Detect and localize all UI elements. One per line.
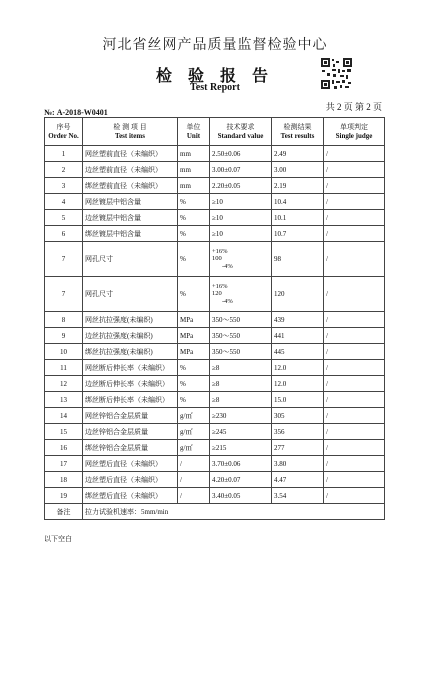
cell-unit: MPa [178, 312, 210, 328]
cell-standard: ≥10 [210, 194, 272, 210]
cell-unit: % [178, 194, 210, 210]
table-row [45, 162, 385, 178]
cell-order-no: 11 [45, 360, 83, 376]
cell-judge: / [324, 408, 385, 424]
cell-order-no: 15 [45, 424, 83, 440]
col-header-single-judge: 单项判定 Single judge [324, 118, 385, 146]
cell-order-no: 16 [45, 440, 83, 456]
cell-order-no: 4 [45, 194, 83, 210]
cell-judge: / [324, 178, 385, 194]
qr-code-icon [320, 57, 353, 90]
cell-result: 12.0 [272, 360, 324, 376]
cell-test-item: 边丝镀层中铝含量 [83, 210, 178, 226]
cell-order-no: 6 [45, 226, 83, 242]
cell-judge: / [324, 488, 385, 504]
cell-unit: / [178, 472, 210, 488]
cell-unit: % [178, 226, 210, 242]
cell-result: 98 [272, 242, 324, 277]
cell-standard: ≥215 [210, 440, 272, 456]
cell-result: 3.00 [272, 162, 324, 178]
cell-unit: mm [178, 162, 210, 178]
cell-standard: 2.50±0.06 [210, 146, 272, 162]
table-row [45, 146, 385, 162]
table-row [45, 277, 385, 312]
cell-judge: / [324, 360, 385, 376]
cell-standard: ≥8 [210, 360, 272, 376]
cell-result: 10.1 [272, 210, 324, 226]
cell-result: 10.4 [272, 194, 324, 210]
cell-result: 3.54 [272, 488, 324, 504]
table-row [45, 344, 385, 360]
cell-unit: g/㎡ [178, 440, 210, 456]
cell-standard: 3.70±0.06 [210, 456, 272, 472]
cell-result: 277 [272, 440, 324, 456]
report-number-label: №: [44, 108, 55, 117]
cell-result: 10.7 [272, 226, 324, 242]
cell-judge: / [324, 472, 385, 488]
cell-test-item: 绑丝镀层中铝含量 [83, 226, 178, 242]
cell-judge: / [324, 312, 385, 328]
table-row [45, 194, 385, 210]
table-row [45, 456, 385, 472]
cell-unit: % [178, 392, 210, 408]
table-header-row [45, 118, 385, 146]
cell-standard: ≥8 [210, 376, 272, 392]
table-row [45, 488, 385, 504]
cell-unit: % [178, 210, 210, 226]
cell-standard: ≥230 [210, 408, 272, 424]
cell-standard: +16% 100 -4% [210, 242, 272, 277]
cell-unit: % [178, 376, 210, 392]
cell-standard: ≥245 [210, 424, 272, 440]
cell-unit: MPa [178, 344, 210, 360]
cell-judge: / [324, 344, 385, 360]
cell-test-item: 边丝塑前直径（未编织） [83, 162, 178, 178]
cell-unit: mm [178, 178, 210, 194]
cell-result: 445 [272, 344, 324, 360]
cell-unit: % [178, 242, 210, 277]
report-page [34, 22, 396, 586]
cell-test-item: 网孔尺寸 [83, 242, 178, 277]
cell-judge: / [324, 392, 385, 408]
cell-test-item: 绑丝锌铝合金层质量 [83, 440, 178, 456]
cell-order-no: 10 [45, 344, 83, 360]
cell-unit: g/㎡ [178, 408, 210, 424]
notes-label: 备注 [45, 504, 83, 520]
notes-row [45, 504, 385, 520]
cell-order-no: 9 [45, 328, 83, 344]
table-row [45, 392, 385, 408]
cell-test-item: 边丝抗拉强度(未编织) [83, 328, 178, 344]
cell-standard: ≥8 [210, 392, 272, 408]
cell-standard: ≥10 [210, 210, 272, 226]
cell-judge: / [324, 376, 385, 392]
cell-standard: 3.40±0.05 [210, 488, 272, 504]
table-row [45, 328, 385, 344]
report-number-value: A-2018-W0401 [56, 108, 108, 117]
table-row [45, 440, 385, 456]
report-number [44, 108, 108, 117]
cell-order-no: 18 [45, 472, 83, 488]
cell-test-item: 绑丝断后伸长率（未编织） [83, 392, 178, 408]
cell-test-item: 网丝抗拉强度(未编织) [83, 312, 178, 328]
cell-order-no: 2 [45, 162, 83, 178]
cell-result: 120 [272, 277, 324, 312]
cell-judge: / [324, 440, 385, 456]
table-row [45, 360, 385, 376]
cell-test-item: 网丝断后伸长率（未编织） [83, 360, 178, 376]
cell-order-no: 19 [45, 488, 83, 504]
cell-standard: 350～550 [210, 328, 272, 344]
col-header-test-items: 检 测 项 目 Test items [83, 118, 178, 146]
cell-result: 441 [272, 328, 324, 344]
cell-result: 4.47 [272, 472, 324, 488]
cell-standard: +16% 120 -4% [210, 277, 272, 312]
cell-judge: / [324, 162, 385, 178]
cell-unit: % [178, 277, 210, 312]
table-row [45, 210, 385, 226]
cell-unit: / [178, 488, 210, 504]
cell-result: 3.80 [272, 456, 324, 472]
cell-order-no: 7 [45, 277, 83, 312]
table-row [45, 178, 385, 194]
cell-result: 2.49 [272, 146, 324, 162]
cell-unit: / [178, 456, 210, 472]
table-row [45, 242, 385, 277]
cell-order-no: 8 [45, 312, 83, 328]
notes-text: 拉力试验机速率：5mm/min [83, 504, 385, 520]
cell-judge: / [324, 328, 385, 344]
cell-order-no: 13 [45, 392, 83, 408]
cell-test-item: 网丝镀层中铝含量 [83, 194, 178, 210]
cell-judge: / [324, 210, 385, 226]
cell-result: 439 [272, 312, 324, 328]
table-row [45, 424, 385, 440]
cell-judge: / [324, 194, 385, 210]
table-row [45, 472, 385, 488]
cell-order-no: 5 [45, 210, 83, 226]
table-row [45, 408, 385, 424]
cell-standard: 350～550 [210, 344, 272, 360]
cell-result: 305 [272, 408, 324, 424]
cell-order-no: 12 [45, 376, 83, 392]
cell-result: 12.0 [272, 376, 324, 392]
cell-judge: / [324, 146, 385, 162]
cell-test-item: 边丝断后伸长率（未编织） [83, 376, 178, 392]
cell-test-item: 绑丝塑后直径（未编织） [83, 488, 178, 504]
cell-test-item: 网丝塑后直径（未编织） [83, 456, 178, 472]
report-title-cn: 检 验 报 告 [155, 68, 274, 85]
cell-order-no: 3 [45, 178, 83, 194]
cell-order-no: 7 [45, 242, 83, 277]
col-header-unit: 单位 Unit [178, 118, 210, 146]
cell-judge: / [324, 456, 385, 472]
cell-standard: 4.20±0.07 [210, 472, 272, 488]
cell-judge: / [324, 277, 385, 312]
test-results-table [44, 117, 385, 520]
cell-judge: / [324, 226, 385, 242]
cell-result: 356 [272, 424, 324, 440]
blank-below-note: 以下空白 [44, 535, 72, 543]
organization-name: 河北省丝网产品质量监督检验中心 [102, 38, 328, 53]
col-header-standard-value: 技术要求 Standard value [210, 118, 272, 146]
cell-result: 2.19 [272, 178, 324, 194]
cell-test-item: 网丝塑前直径（未编织） [83, 146, 178, 162]
cell-judge: / [324, 424, 385, 440]
cell-order-no: 17 [45, 456, 83, 472]
cell-test-item: 边丝锌铝合金层质量 [83, 424, 178, 440]
cell-unit: mm [178, 146, 210, 162]
cell-unit: MPa [178, 328, 210, 344]
cell-standard: 350～550 [210, 312, 272, 328]
col-header-test-results: 检测结果 Test results [272, 118, 324, 146]
page-number: 共 2 页 第 2 页 [325, 102, 382, 112]
cell-order-no: 14 [45, 408, 83, 424]
table-row [45, 226, 385, 242]
cell-test-item: 绑丝抗拉强度(未编织) [83, 344, 178, 360]
cell-result: 15.0 [272, 392, 324, 408]
cell-standard: 3.00±0.07 [210, 162, 272, 178]
cell-judge: / [324, 242, 385, 277]
cell-order-no: 1 [45, 146, 83, 162]
cell-unit: g/㎡ [178, 424, 210, 440]
cell-test-item: 绑丝塑前直径（未编织） [83, 178, 178, 194]
col-header-order-no: 序号 Order No. [45, 118, 83, 146]
report-title-en: Test Report [190, 82, 240, 93]
cell-test-item: 网丝锌铝合金层质量 [83, 408, 178, 424]
table-row [45, 376, 385, 392]
cell-test-item: 网孔尺寸 [83, 277, 178, 312]
table-row [45, 312, 385, 328]
cell-test-item: 边丝塑后直径（未编织） [83, 472, 178, 488]
cell-unit: % [178, 360, 210, 376]
cell-standard: 2.20±0.05 [210, 178, 272, 194]
cell-standard: ≥10 [210, 226, 272, 242]
